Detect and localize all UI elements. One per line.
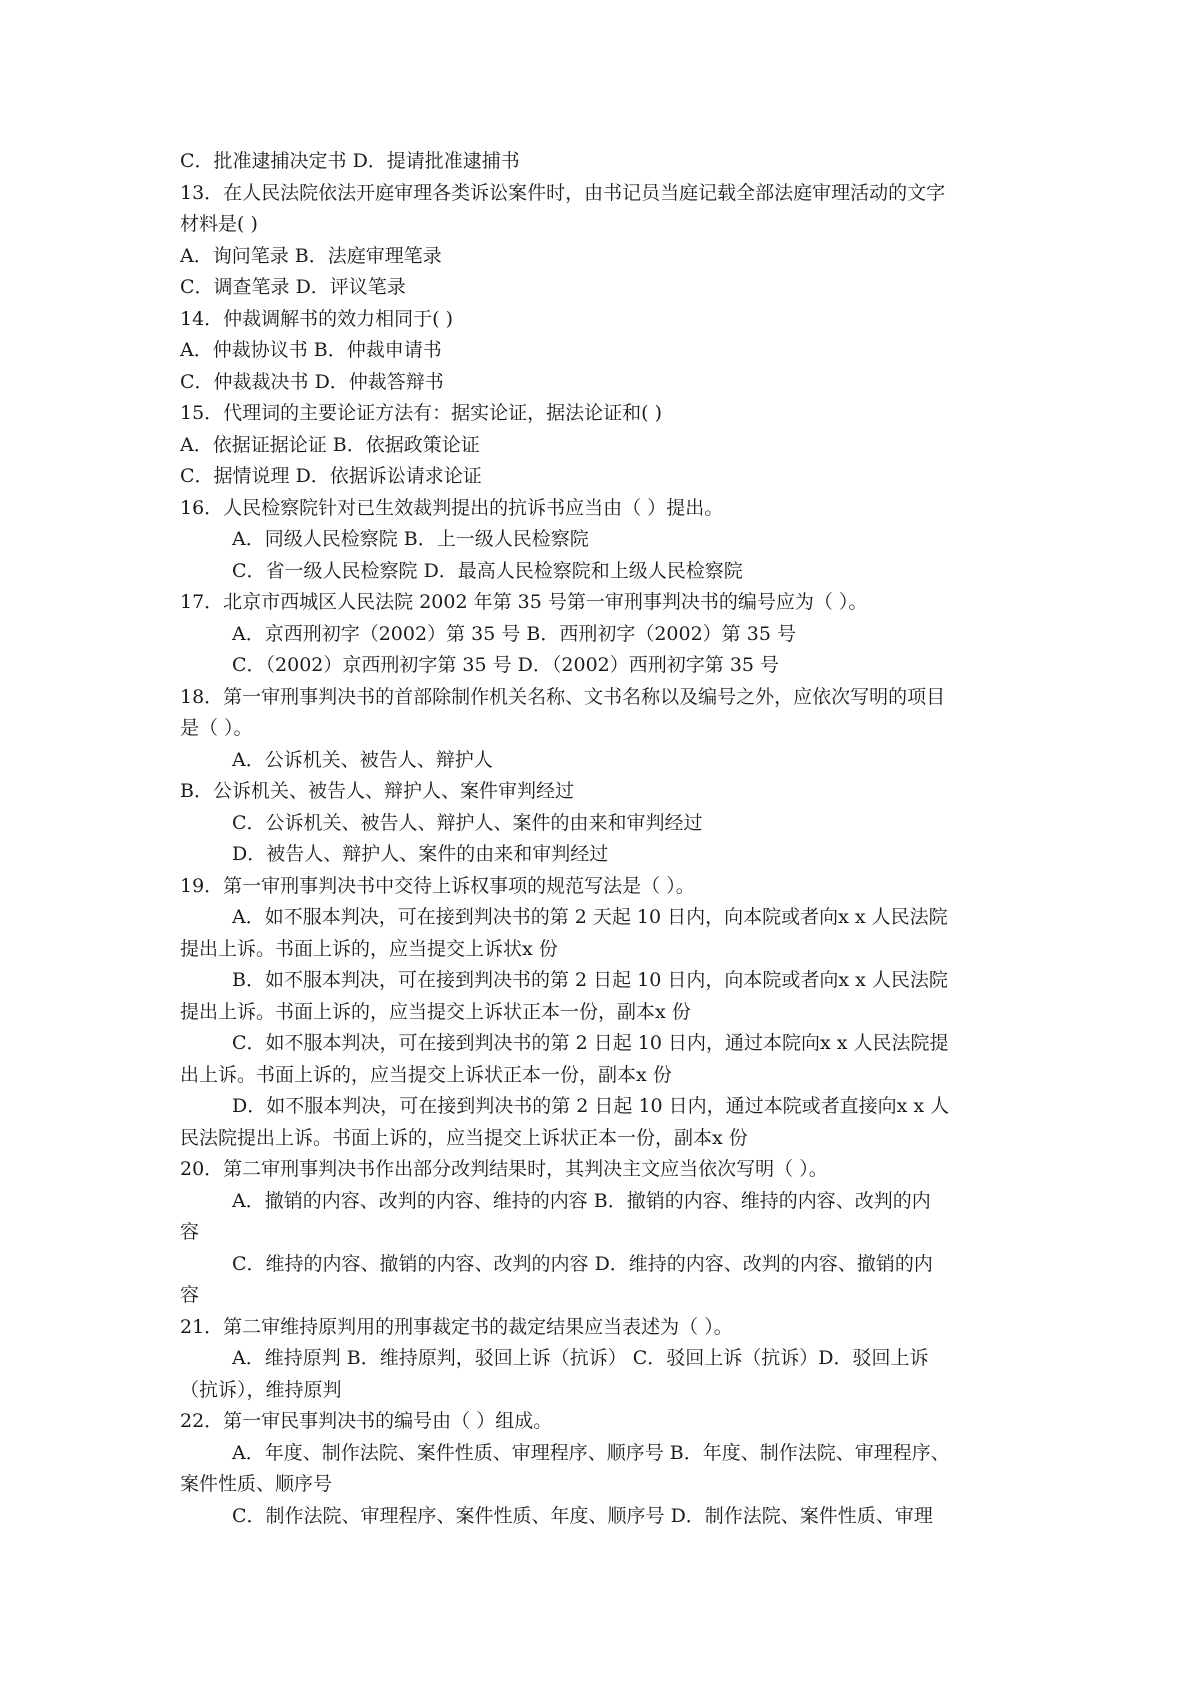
text-line: 20．第二审刑事判决书作出部分改判结果时，其判决主文应当依次写明（ ）。 — [180, 1158, 828, 1180]
text-line: A．维持原判 B．维持原判，驳回上诉（抗诉） C．驳回上诉（抗诉）D．驳回上诉 — [232, 1347, 929, 1369]
text-line: 容 — [180, 1221, 200, 1243]
text-line: A．如不服本判决，可在接到判决书的第 2 天起 10 日内，向本院或者向x x 人民法院 — [232, 906, 948, 928]
text-line: A．询问笔录 B．法庭审理笔录 — [180, 244, 442, 267]
text-line: A．撤销的内容、改判的内容、维持的内容 B．撤销的内容、维持的内容、改判的内 — [232, 1189, 931, 1212]
text-line: 16．人民检察院针对已生效裁判提出的抗诉书应当由（ ）提出。 — [180, 496, 724, 519]
text-line: 民法院提出上诉。书面上诉的，应当提交上诉状正本一份，副本x 份 — [180, 1126, 748, 1149]
text-line: C．维持的内容、撤销的内容、改判的内容 D．维持的内容、改判的内容、撤销的内 — [232, 1252, 933, 1275]
text-line: （抗诉），维持原判 — [180, 1378, 342, 1401]
text-line: A．依据证据论证 B．依据政策论证 — [180, 433, 480, 456]
text-line: A．公诉机关、被告人、辩护人 — [232, 748, 493, 771]
text-line: A．同级人民检察院 B．上一级人民检察院 — [232, 528, 589, 550]
text-line: 提出上诉。书面上诉的，应当提交上诉状x 份 — [180, 937, 558, 960]
text-line: 是（ ）。 — [180, 717, 253, 739]
text-line: 21．第二审维持原判用的刑事裁定书的裁定结果应当表述为（ ）。 — [180, 1315, 733, 1338]
text-line: 材料是( ) — [180, 213, 258, 235]
text-line: 13．在人民法院依法开庭审理各类诉讼案件时，由书记员当庭记载全部法庭审理活动的文字 — [180, 181, 946, 204]
text-line: C．如不服本判决，可在接到判决书的第 2 日起 10 日内，通过本院向x x 人民法院提 — [232, 1032, 949, 1054]
text-line: 容 — [180, 1284, 200, 1306]
text-line: C．据情说理 D．依据诉讼请求论证 — [180, 465, 482, 487]
text-line: C．批准逮捕决定书 D．提请批准逮捕书 — [180, 150, 520, 172]
text-line: 22．第一审民事判决书的编号由（ ）组成。 — [180, 1410, 553, 1432]
text-line: C．调查笔录 D．评议笔录 — [180, 276, 406, 298]
text-line: 15．代理词的主要论证方法有：据实论证，据法论证和( ) — [180, 402, 663, 424]
document-body — [180, 146, 1022, 1532]
text-line: 出上诉。书面上诉的，应当提交上诉状正本一份，副本x 份 — [180, 1063, 672, 1086]
text-line: 14．仲裁调解书的效力相同于( ) — [180, 307, 454, 330]
text-line: C．公诉机关、被告人、辩护人、案件的由来和审判经过 — [232, 811, 703, 834]
text-line: C．（2002）京西刑初字第 35 号 D．（2002）西刑初字第 35 号 — [232, 654, 780, 676]
text-line: A．京西刑初字（2002）第 35 号 B．西刑初字（2002）第 35 号 — [232, 622, 796, 645]
text-line: D．如不服本判决，可在接到判决书的第 2 日起 10 日内，通过本院或者直接向x x 人 — [232, 1095, 950, 1117]
text-line: 案件性质、顺序号 — [180, 1473, 333, 1495]
text-line: C．制作法院、审理程序、案件性质、年度、顺序号 D．制作法院、案件性质、审理 — [232, 1504, 933, 1527]
text-line: 19．第一审刑事判决书中交待上诉权事项的规范写法是（ ）。 — [180, 874, 695, 897]
text-line: B．如不服本判决，可在接到判决书的第 2 日起 10 日内，向本院或者向x x 人民法院 — [232, 969, 948, 991]
text-line: 17．北京市西城区人民法院 2002 年第 35 号第一审刑事判决书的编号应为（ ）。 — [180, 591, 868, 613]
text-line: D．被告人、辩护人、案件的由来和审判经过 — [232, 843, 609, 865]
text-line: 18．第一审刑事判决书的首部除制作机关名称、文书名称以及编号之外，应依次写明的项目 — [180, 685, 946, 708]
text-line: A．年度、制作法院、案件性质、审理程序、顺序号 B．年度、制作法院、审理程序、 — [232, 1441, 950, 1464]
text-line: A．仲裁协议书 B．仲裁申请书 — [180, 339, 442, 361]
text-line: C．仲裁裁决书 D．仲裁答辩书 — [180, 370, 444, 393]
text-line: 提出上诉。书面上诉的，应当提交上诉状正本一份，副本x 份 — [180, 1000, 691, 1023]
text-line: C．省一级人民检察院 D．最高人民检察院和上级人民检察院 — [232, 559, 743, 582]
text-line: B．公诉机关、被告人、辩护人、案件审判经过 — [180, 780, 574, 802]
